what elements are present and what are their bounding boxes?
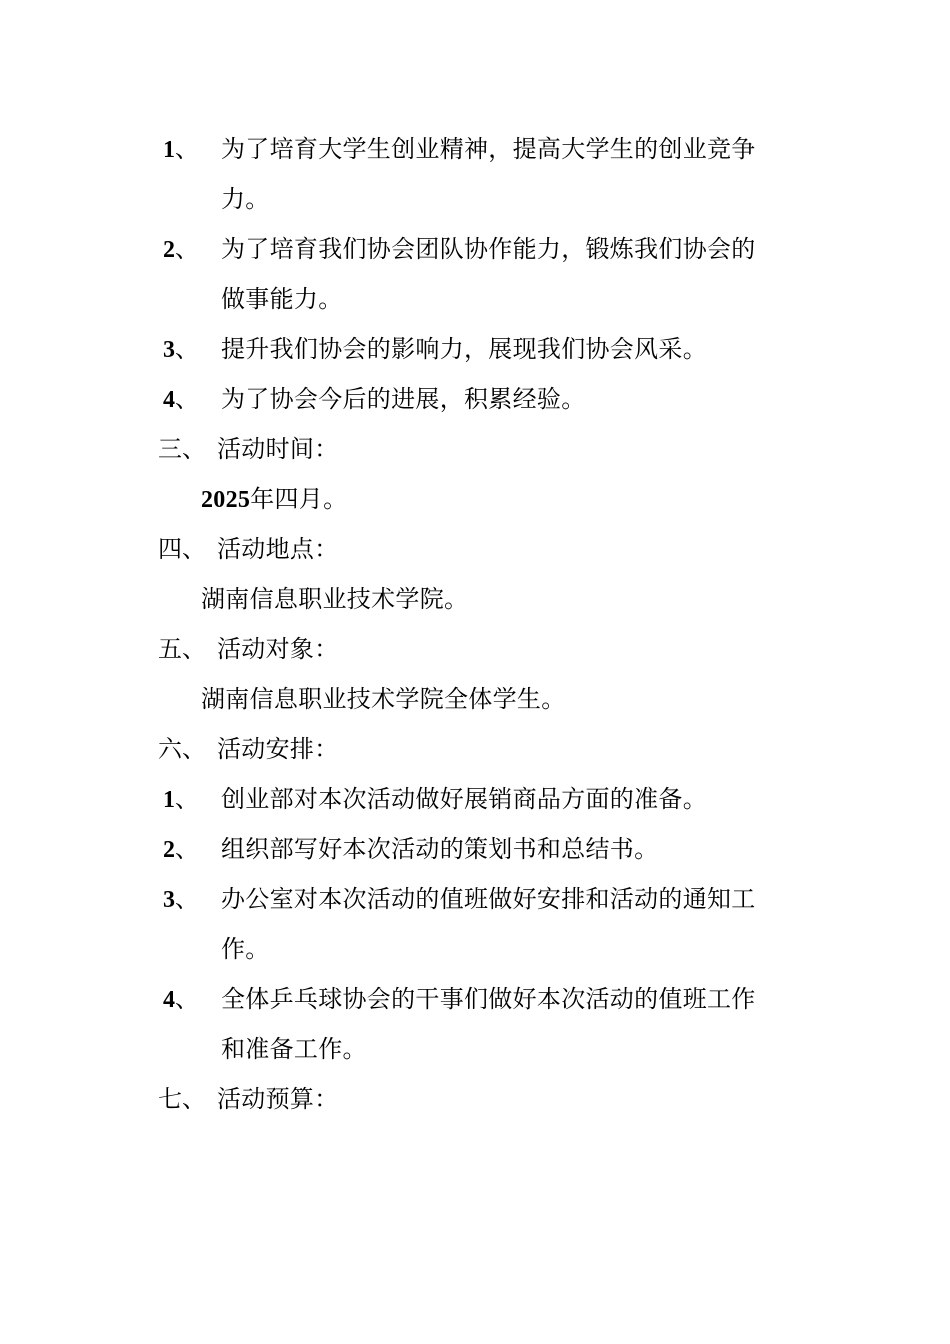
arrangement-text: 全体乒乓球协会的干事们做好本次活动的值班工作	[221, 985, 756, 1013]
arrangement-item-4-continuation	[0, 1024, 950, 1074]
goal-text: 为了协会今后的进展，积累经验。	[221, 385, 586, 413]
arrangement-text: 创业部对本次活动做好展销商品方面的准备。	[221, 785, 707, 813]
section-number: 四、	[158, 535, 206, 563]
arrangement-item-4	[0, 974, 950, 1024]
time-paragraph	[0, 474, 950, 524]
time-value: 2025年四月。	[201, 485, 348, 513]
goal-item-4	[0, 374, 950, 424]
arrangement-number: 4、	[163, 985, 199, 1013]
arrangement-number: 3、	[163, 885, 199, 913]
goal-text: 为了培育我们协会团队协作能力，锻炼我们协会的	[221, 235, 756, 263]
target-value: 湖南信息职业技术学院全体学生。	[201, 685, 566, 713]
goal-text: 为了培育大学生创业精神，提高大学生的创业竞争	[221, 135, 756, 163]
section-number: 六、	[158, 735, 206, 763]
goal-number: 2、	[163, 235, 199, 263]
section-heading-budget	[0, 1074, 950, 1124]
goal-text-continuation: 做事能力。	[221, 285, 343, 313]
target-paragraph	[0, 674, 950, 724]
section-title: 活动时间：	[217, 435, 339, 463]
document-content	[0, 124, 950, 1124]
arrangement-text-continuation: 和准备工作。	[221, 1035, 367, 1063]
goal-item-1-continuation	[0, 174, 950, 224]
arrangement-number: 2、	[163, 835, 199, 863]
goal-item-2-continuation	[0, 274, 950, 324]
goal-number: 3、	[163, 335, 199, 363]
section-number: 五、	[158, 635, 206, 663]
goal-item-1	[0, 124, 950, 174]
goal-text: 提升我们协会的影响力，展现我们协会风采。	[221, 335, 707, 363]
place-value: 湖南信息职业技术学院。	[201, 585, 469, 613]
arrangement-item-3	[0, 874, 950, 924]
section-number: 三、	[158, 435, 206, 463]
section-number: 七、	[158, 1085, 206, 1113]
section-title: 活动对象：	[217, 635, 339, 663]
section-title: 活动安排：	[217, 735, 339, 763]
goal-item-3	[0, 324, 950, 374]
goal-item-2	[0, 224, 950, 274]
section-title: 活动预算：	[217, 1085, 339, 1113]
arrangement-text-continuation: 作。	[221, 935, 270, 963]
arrangement-text: 办公室对本次活动的值班做好安排和活动的通知工	[221, 885, 756, 913]
section-title: 活动地点：	[217, 535, 339, 563]
arrangement-item-2	[0, 824, 950, 874]
place-paragraph	[0, 574, 950, 624]
section-heading-arrangements	[0, 724, 950, 774]
arrangement-number: 1、	[163, 785, 199, 813]
goal-number: 1、	[163, 135, 199, 163]
goal-text-continuation: 力。	[221, 185, 270, 213]
arrangement-text: 组织部写好本次活动的策划书和总结书。	[221, 835, 659, 863]
arrangement-item-3-continuation	[0, 924, 950, 974]
section-heading-target	[0, 624, 950, 674]
section-heading-place	[0, 524, 950, 574]
goal-number: 4、	[163, 385, 199, 413]
section-heading-time	[0, 424, 950, 474]
arrangement-item-1	[0, 774, 950, 824]
